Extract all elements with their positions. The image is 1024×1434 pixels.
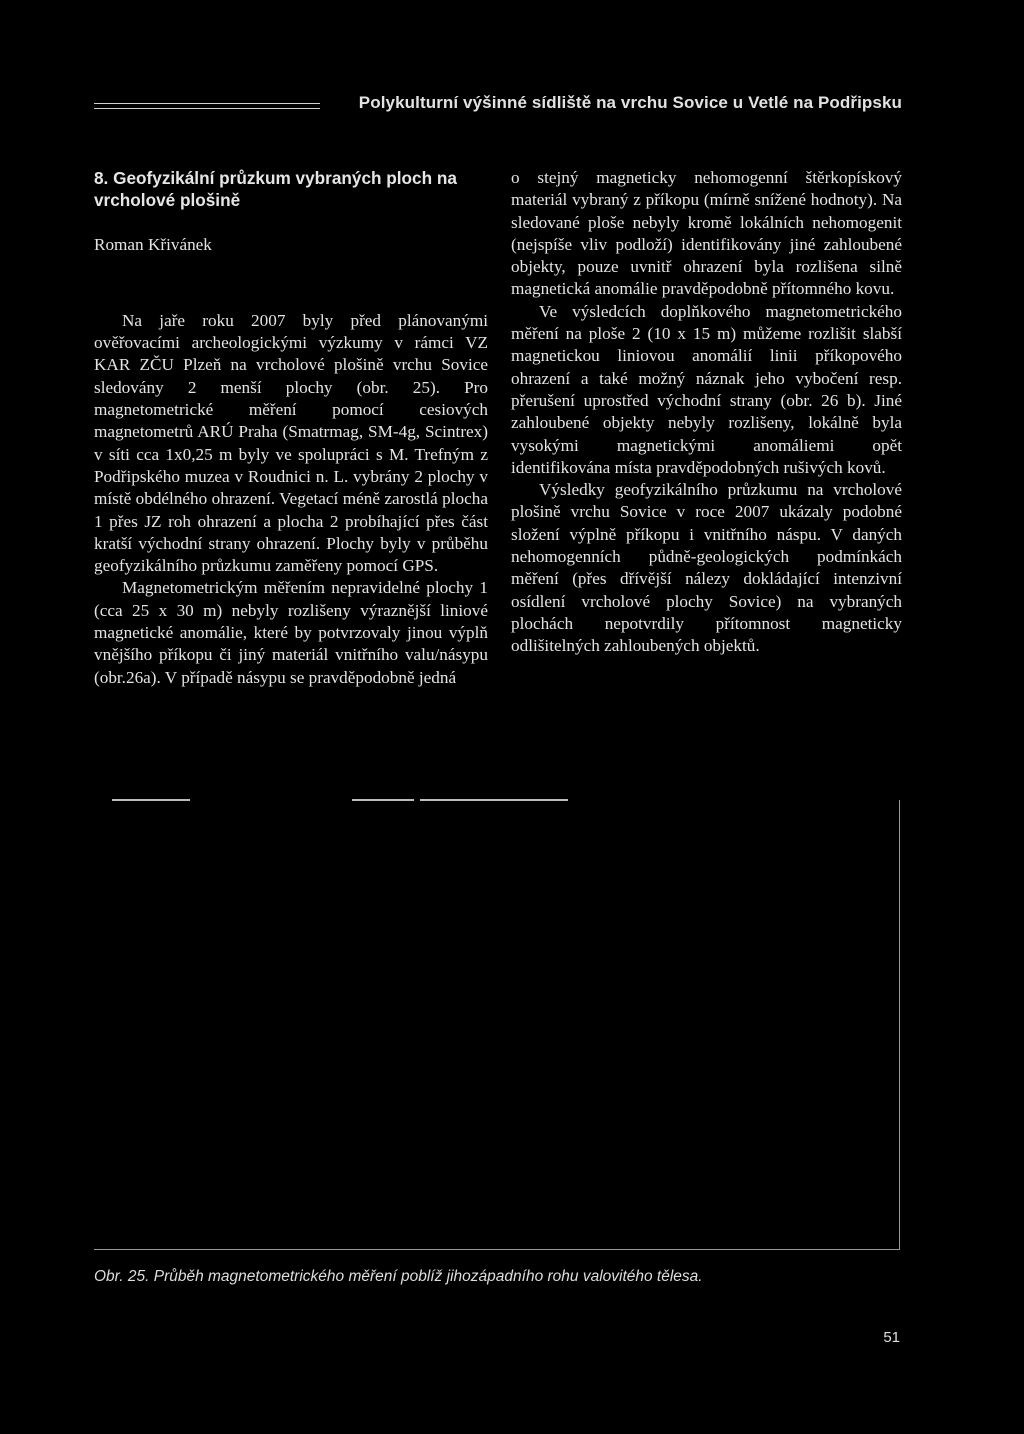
right-paragraph-3: Výsledky geofyzikálního průzkumu na vrcholové plošině vrchu Sovice v roce 2007 ukázaly podobné složení výplně příkopu i vnitřního náspu. V daných nehomogenních půdně-geologických podmínkách měření (přes dřívější nálezy dokládající intenzivní osídlení vrcholové plochy Sovice) na vybraných plochách nepotvrdily přítomnost magneticky odlišitelných zahloubených objektů. <box>511 480 902 656</box>
running-title: Polykulturní výšinné sídliště na vrchu Sovice u Vetlé na Podřipsku <box>358 93 902 112</box>
left-column <box>94 167 488 689</box>
right-column <box>511 167 902 658</box>
author-name: Roman Křivánek <box>94 234 212 254</box>
right-paragraph-2: Ve výsledcích doplňkového magnetometrického měření na ploše 2 (10 x 15 m) můžeme rozlišit slabší magnetickou liniovou anomálií linii příkopového ohrazení a také možný náznak jeho vybočení resp. přerušení uprostřed východní strany (obr. 26 b). Jiné zahloubené objekty nebyly rozlišeny, lokálně byla vysokými magnetickými anomáliemi opět identifikována místa pravděpodobných rušivých kovů. <box>511 301 902 477</box>
header-rule <box>94 103 320 109</box>
spacer <box>94 256 488 310</box>
figure-photo <box>94 800 900 1250</box>
left-paragraph-1: Na jaře roku 2007 byly před plánovanými ověřovacími archeologickými výzkumy v rámci VZ KAR ZČU Plzeň na vrcholové plošině vrchu Sovice sledovány 2 menší plochy (obr. 25). Pro magnetometrické měření pomocí cesiových magnetometrů ARÚ Praha (Smatrmag, SM-4g, Scintrex) v síti cca 1x0,25 m byly ve spolupráci s M. Trefným z Podřipského muzea v Roudnici n. L. vybrány 2 plochy v místě obdélného ohrazení. Vegetací méně zarostlá plocha 1 přes JZ roh ohrazení a plocha 2 probíhající přes část kratší východní strany ohrazení. Plochy byly v průběhu geofyzikálního průzkumu zaměřeny pomocí GPS. <box>94 310 488 576</box>
section-title: 8. Geofyzikální průzkum vybraných ploch na vrcholové plošině <box>94 168 457 211</box>
right-paragraph-1: o stejný magneticky nehomogenní štěrkopískový materiál vybraný z příkopu (mírně snížené hodnoty). Na sledované ploše nebyly kromě lokálních nehomogenit (nejspíše vliv podloží) identifikovány jiné zahloubené objekty, pouze uvnitř ohrazení byla rozlišena silně magnetická anomálie pravděpodobně přítomného kovu. <box>511 168 902 299</box>
page-number: 51 <box>883 1329 900 1346</box>
left-paragraph-2: Magnetometrickým měřením nepravidelné plochy 1 (cca 25 x 30 m) nebyly rozlišeny výraznější liniové magnetické anomálie, které by potvrzovaly jinou výplň vnějšího příkopu či jiný materiál vnitřního valu/násypu (obr.26a). V případě násypu se pravděpodobně jedná <box>94 578 488 687</box>
figure-caption: Obr. 25. Průběh magnetometrického měření poblíž jihozápadního rohu valovitého tělesa. <box>94 1268 703 1285</box>
